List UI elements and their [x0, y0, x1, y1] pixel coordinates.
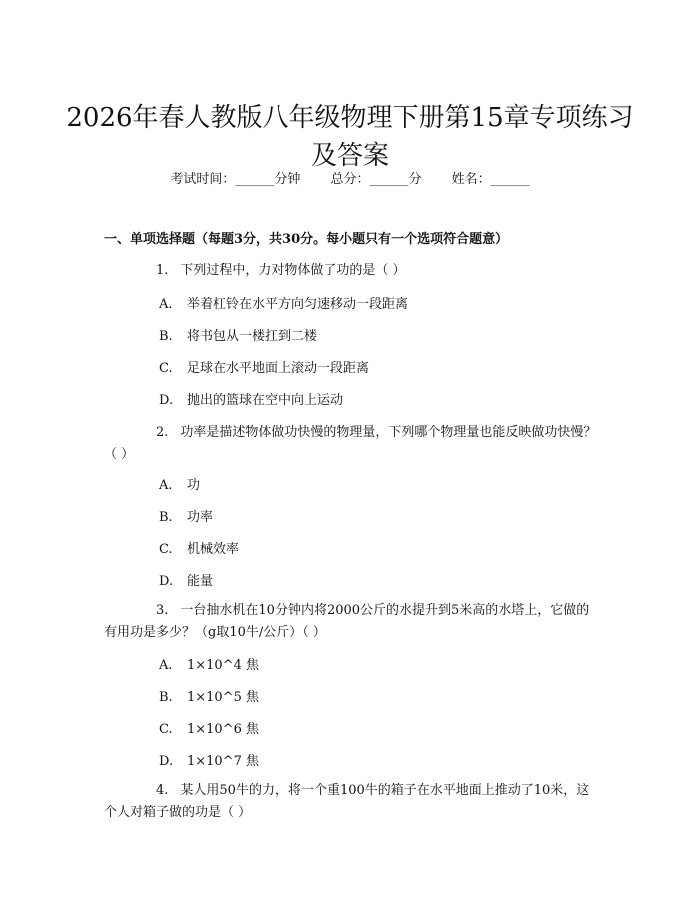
option-text: 机械效率	[187, 542, 240, 557]
option-letter: D.	[159, 754, 174, 769]
option-letter: A.	[159, 297, 173, 312]
student-name-field: 姓名：______	[451, 172, 530, 187]
option-letter: D.	[159, 574, 174, 589]
question-4-number: 4.	[156, 783, 169, 798]
option-text: 将书包从一楼扛到二楼	[187, 329, 318, 344]
exam-info-line	[0, 168, 700, 187]
option-letter: D.	[159, 393, 174, 408]
option-letter: B.	[159, 510, 173, 525]
option-text: 抛出的篮球在空中向上运动	[187, 393, 344, 408]
question-3-text: 一台抽水机在10分钟内将2000公斤的水提升到5米高的水塔上，它做的有用功是多少？（g取10牛/公斤）（ ）	[104, 603, 590, 640]
option-letter: B.	[159, 329, 173, 344]
question-3-number: 3.	[156, 603, 169, 618]
option-letter: C.	[159, 542, 173, 557]
question-2-option-c	[159, 538, 239, 557]
option-letter: C.	[159, 722, 173, 737]
question-2-number: 2.	[156, 425, 169, 440]
question-2-stem	[104, 422, 602, 466]
option-text: 足球在水平地面上滚动一段距离	[187, 361, 370, 376]
question-1-number: 1.	[156, 263, 169, 278]
question-1-option-a	[159, 293, 408, 312]
option-text: 能量	[187, 574, 214, 589]
option-text: 功率	[187, 510, 214, 525]
total-score-field: 总分：______分	[330, 172, 422, 187]
question-1-option-b	[159, 325, 317, 344]
question-1-option-c	[159, 357, 369, 376]
question-3-stem	[104, 600, 602, 644]
option-text: 1×10^7 焦	[187, 754, 260, 769]
option-letter: A.	[159, 478, 173, 493]
question-3-option-b	[159, 686, 259, 705]
option-letter: B.	[159, 690, 173, 705]
option-text: 1×10^4 焦	[187, 658, 260, 673]
exam-time-field: 考试时间：______分钟	[170, 172, 301, 187]
question-1-stem	[104, 260, 602, 282]
question-1-text: 下列过程中，力对物体做了功的是（ ）	[180, 263, 406, 278]
option-text: 1×10^5 焦	[187, 690, 260, 705]
question-1-option-d	[159, 389, 343, 408]
question-2-option-b	[159, 506, 213, 525]
document-title: 2026年春人教版八年级物理下册第15章专项练习及答案	[66, 103, 634, 172]
option-text: 举着杠铃在水平方向匀速移动一段距离	[187, 297, 409, 312]
option-text: 功	[187, 478, 201, 493]
question-2-text: 功率是描述物体做功快慢的物理量，下列哪个物理量也能反映做功快慢？（ ）	[104, 425, 597, 462]
question-3-option-c	[159, 718, 259, 737]
option-letter: C.	[159, 361, 173, 376]
question-2-option-d	[159, 570, 213, 589]
question-4-stem	[104, 780, 602, 824]
question-3-option-a	[159, 654, 259, 673]
section-header: 一、单项选择题（每题3分，共30分。每小题只有一个选项符合题意）	[104, 232, 509, 247]
question-2-option-a	[159, 474, 200, 493]
option-letter: A.	[159, 658, 173, 673]
question-3-option-d	[159, 750, 259, 769]
question-4-text: 某人用50牛的力，将一个重100牛的箱子在水平地面上推动了10米，这个人对箱子做的功是（ ）	[104, 783, 590, 820]
option-text: 1×10^6 焦	[187, 722, 260, 737]
